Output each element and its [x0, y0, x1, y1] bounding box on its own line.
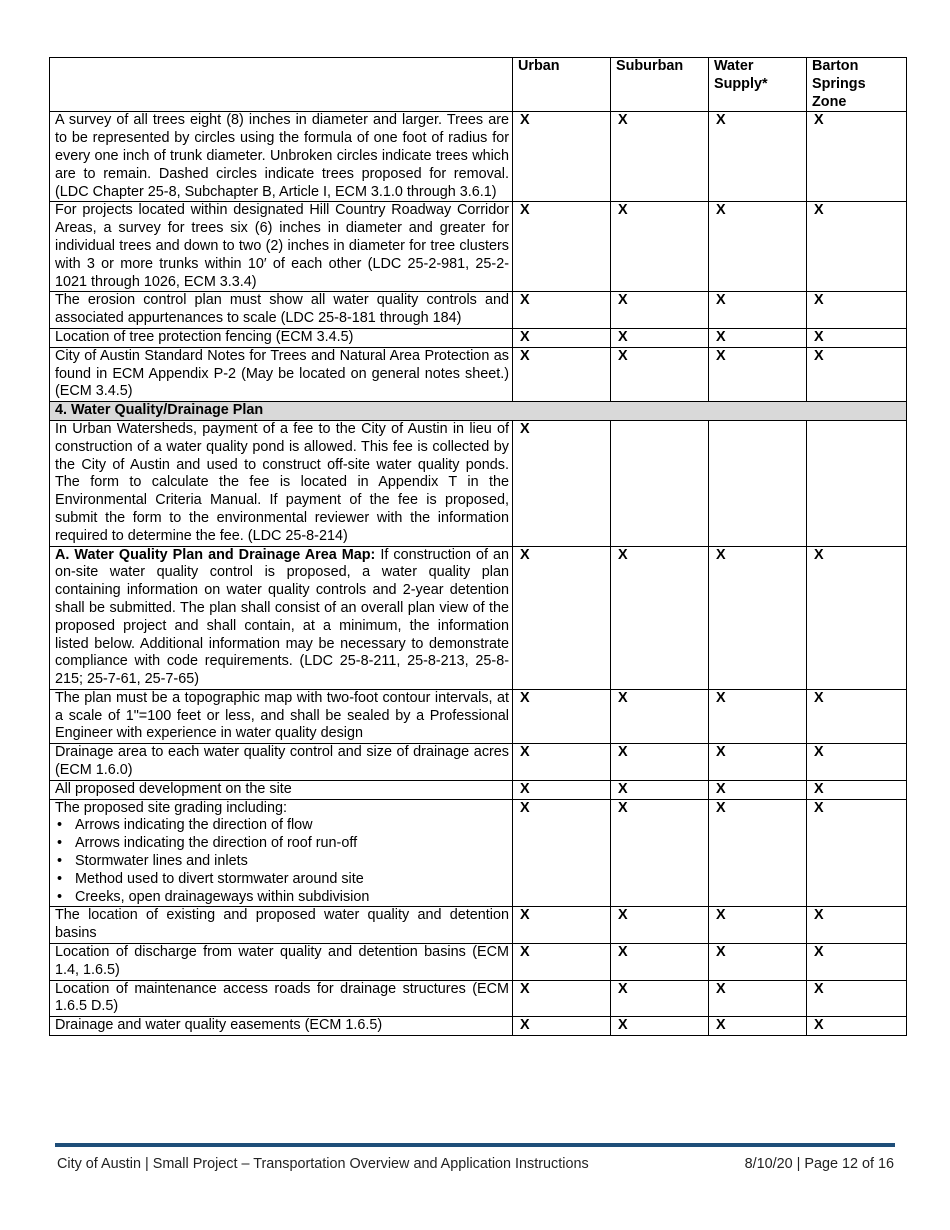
table-row [50, 780, 907, 799]
requirement-text: The plan must be a topographic map with two-foot contour intervals, at a scale of 1"=100 feet or less, and shall be sealed by a Professional Engineer with experience in water quality design [55, 689, 509, 742]
requirement-text: The proposed site grading including: [55, 799, 287, 816]
table-row [50, 799, 907, 907]
header-barton-springs: Barton Springs Zone [807, 58, 907, 112]
footer-page-info: 8/10/20 | Page 12 of 16 [744, 1156, 894, 1172]
mark-barton-springs: X [807, 112, 907, 202]
mark-suburban: X [611, 292, 709, 329]
mark-urban: X [513, 420, 611, 546]
mark-suburban: X [611, 799, 709, 907]
requirement-text: City of Austin Standard Notes for Trees and Natural Area Protection as found in ECM Appendix P-2 (May be located on general notes sheet.) (ECM 3.4.5) [55, 347, 509, 400]
bullet-item: • Method used to divert stormwater around site [75, 871, 509, 889]
bullet-item: • Arrows indicating the direction of roof run-off [75, 835, 509, 853]
mark-suburban: X [611, 202, 709, 292]
mark-water-supply: X [709, 944, 807, 981]
requirement-description [50, 1017, 513, 1036]
requirement-description [50, 347, 513, 401]
mark-barton-springs: X [807, 744, 907, 781]
mark-suburban: X [611, 1017, 709, 1036]
requirement-description [50, 292, 513, 329]
requirement-description [50, 328, 513, 347]
requirement-text: Location of maintenance access roads for drainage structures (ECM 1.6.5 D.5) [55, 980, 509, 1015]
mark-barton-springs [807, 420, 907, 546]
mark-barton-springs: X [807, 780, 907, 799]
mark-suburban: X [611, 347, 709, 401]
mark-barton-springs: X [807, 292, 907, 329]
mark-urban: X [513, 112, 611, 202]
requirement-text: For projects located within designated Hill Country Roadway Corridor Areas, a survey for trees six (6) inches in diameter and greater for individual trees and down to two (2) inches in diameter for tree clusters with 3 or more trunks within 10′ of each other (LDC 25-2-981, 25-2-1021 through 1026, ECM 3.3.4) [55, 202, 509, 290]
mark-water-supply: X [709, 799, 807, 907]
mark-urban: X [513, 689, 611, 743]
mark-suburban: X [611, 112, 709, 202]
requirement-description [50, 780, 513, 799]
mark-suburban [611, 420, 709, 546]
mark-water-supply: X [709, 292, 807, 329]
table-row [50, 546, 907, 689]
table-row [50, 907, 907, 944]
mark-urban: X [513, 799, 611, 907]
requirement-text: The location of existing and proposed water quality and detention basins [55, 907, 509, 942]
requirement-description [50, 420, 513, 546]
requirement-description [50, 944, 513, 981]
mark-barton-springs: X [807, 907, 907, 944]
mark-suburban: X [611, 907, 709, 944]
table-row [50, 347, 907, 401]
table-row [50, 689, 907, 743]
mark-urban: X [513, 980, 611, 1017]
mark-suburban: X [611, 689, 709, 743]
header-row [50, 58, 907, 112]
mark-water-supply: X [709, 328, 807, 347]
table-row [50, 980, 907, 1017]
requirement-description [50, 744, 513, 781]
mark-suburban: X [611, 944, 709, 981]
requirement-text: All proposed development on the site [55, 780, 292, 797]
mark-barton-springs: X [807, 1017, 907, 1036]
mark-barton-springs: X [807, 202, 907, 292]
header-urban: Urban [513, 58, 611, 112]
mark-urban: X [513, 328, 611, 347]
requirement-text: Drainage area to each water quality control and size of drainage acres (ECM 1.6.0) [55, 744, 509, 779]
requirements-table [49, 57, 907, 1036]
mark-barton-springs: X [807, 980, 907, 1017]
header-description [50, 58, 513, 112]
header-suburban: Suburban [611, 58, 709, 112]
table-row [50, 420, 907, 546]
requirement-description [50, 980, 513, 1017]
header-water-supply: Water Supply* [709, 58, 807, 112]
requirement-lead: A. Water Quality Plan and Drainage Area Map: [55, 546, 376, 563]
table-row [50, 112, 907, 202]
mark-barton-springs: X [807, 799, 907, 907]
mark-urban: X [513, 944, 611, 981]
table-row [50, 202, 907, 292]
mark-barton-springs: X [807, 347, 907, 401]
table-row [50, 744, 907, 781]
requirement-description [50, 689, 513, 743]
mark-suburban: X [611, 980, 709, 1017]
footer-rule [55, 1143, 895, 1147]
requirement-text: The erosion control plan must show all water quality controls and associated appurtenances to scale (LDC 25-8-181 through 184) [55, 292, 509, 327]
mark-suburban: X [611, 744, 709, 781]
mark-urban: X [513, 202, 611, 292]
requirement-description [50, 202, 513, 292]
mark-suburban: X [611, 780, 709, 799]
mark-water-supply [709, 420, 807, 546]
table-row [50, 1017, 907, 1036]
mark-urban: X [513, 907, 611, 944]
mark-water-supply: X [709, 980, 807, 1017]
requirement-text: A survey of all trees eight (8) inches in diameter and larger. Trees are to be represented by circles using the formula of one foot of radius for every one inch of trunk diameter. Unbroken circles indicate trees which are to remain. Dashed circles indicate trees proposed for removal. (LDC Chapter 25-8, Subchapter B, Article I, ECM 3.1.0 through 3.6.1) [55, 112, 509, 200]
mark-water-supply: X [709, 780, 807, 799]
mark-barton-springs: X [807, 546, 907, 689]
bullet-item: • Stormwater lines and inlets [75, 853, 509, 871]
mark-water-supply: X [709, 1017, 807, 1036]
mark-water-supply: X [709, 347, 807, 401]
table-row [50, 292, 907, 329]
requirement-text: Location of tree protection fencing (ECM 3.4.5) [55, 328, 354, 345]
requirement-description [50, 546, 513, 689]
mark-water-supply: X [709, 202, 807, 292]
requirement-text: In Urban Watersheds, payment of a fee to the City of Austin in lieu of construction of a water quality pond is allowed. This fee is collected by the City of Austin and used to construct off-site water quality ponds. The form to calculate the fee is located in Appendix T in the Environmental Criteria Manual. If payment of the fee is proposed, submit the form to the environmental reviewer with the information required to determine the fee. (LDC 25-8-214) [55, 420, 509, 544]
mark-urban: X [513, 1017, 611, 1036]
requirement-text: Location of discharge from water quality and detention basins (ECM 1.4, 1.6.5) [55, 944, 509, 978]
table-row [50, 944, 907, 981]
mark-barton-springs: X [807, 944, 907, 981]
mark-water-supply: X [709, 689, 807, 743]
mark-barton-springs: X [807, 689, 907, 743]
section-heading: 4. Water Quality/Drainage Plan [50, 402, 907, 421]
requirement-description [50, 799, 513, 907]
mark-urban: X [513, 546, 611, 689]
requirement-description [50, 112, 513, 202]
section-heading-row [50, 402, 907, 421]
mark-water-supply: X [709, 112, 807, 202]
mark-water-supply: X [709, 744, 807, 781]
mark-urban: X [513, 780, 611, 799]
mark-barton-springs: X [807, 328, 907, 347]
mark-suburban: X [611, 546, 709, 689]
requirement-text: Drainage and water quality easements (ECM 1.6.5) [55, 1017, 383, 1034]
bullet-item: • Creeks, open drainageways within subdivision [75, 889, 509, 907]
bullet-item: • Arrows indicating the direction of flow [75, 817, 509, 835]
requirement-description [50, 907, 513, 944]
mark-suburban: X [611, 328, 709, 347]
bullet-list [55, 817, 509, 906]
mark-urban: X [513, 347, 611, 401]
table-row [50, 328, 907, 347]
mark-water-supply: X [709, 546, 807, 689]
mark-urban: X [513, 744, 611, 781]
mark-urban: X [513, 292, 611, 329]
footer-title: City of Austin | Small Project – Transportation Overview and Application Instructions [57, 1156, 589, 1172]
requirement-text: If construction of an on-site water quality control is proposed, a water quality plan containing information on water quality controls and 2-year detention shall be submitted. The plan shall consist of an overall plan view of the proposed project and shall contain, at a minimum, the information listed below. Additional information may be necessary to demonstrate compliance with code requirements. (LDC 25-8-211, 25-8-213, 25-8-215; 25-7-61, 25-7-65) [55, 546, 510, 688]
mark-water-supply: X [709, 907, 807, 944]
